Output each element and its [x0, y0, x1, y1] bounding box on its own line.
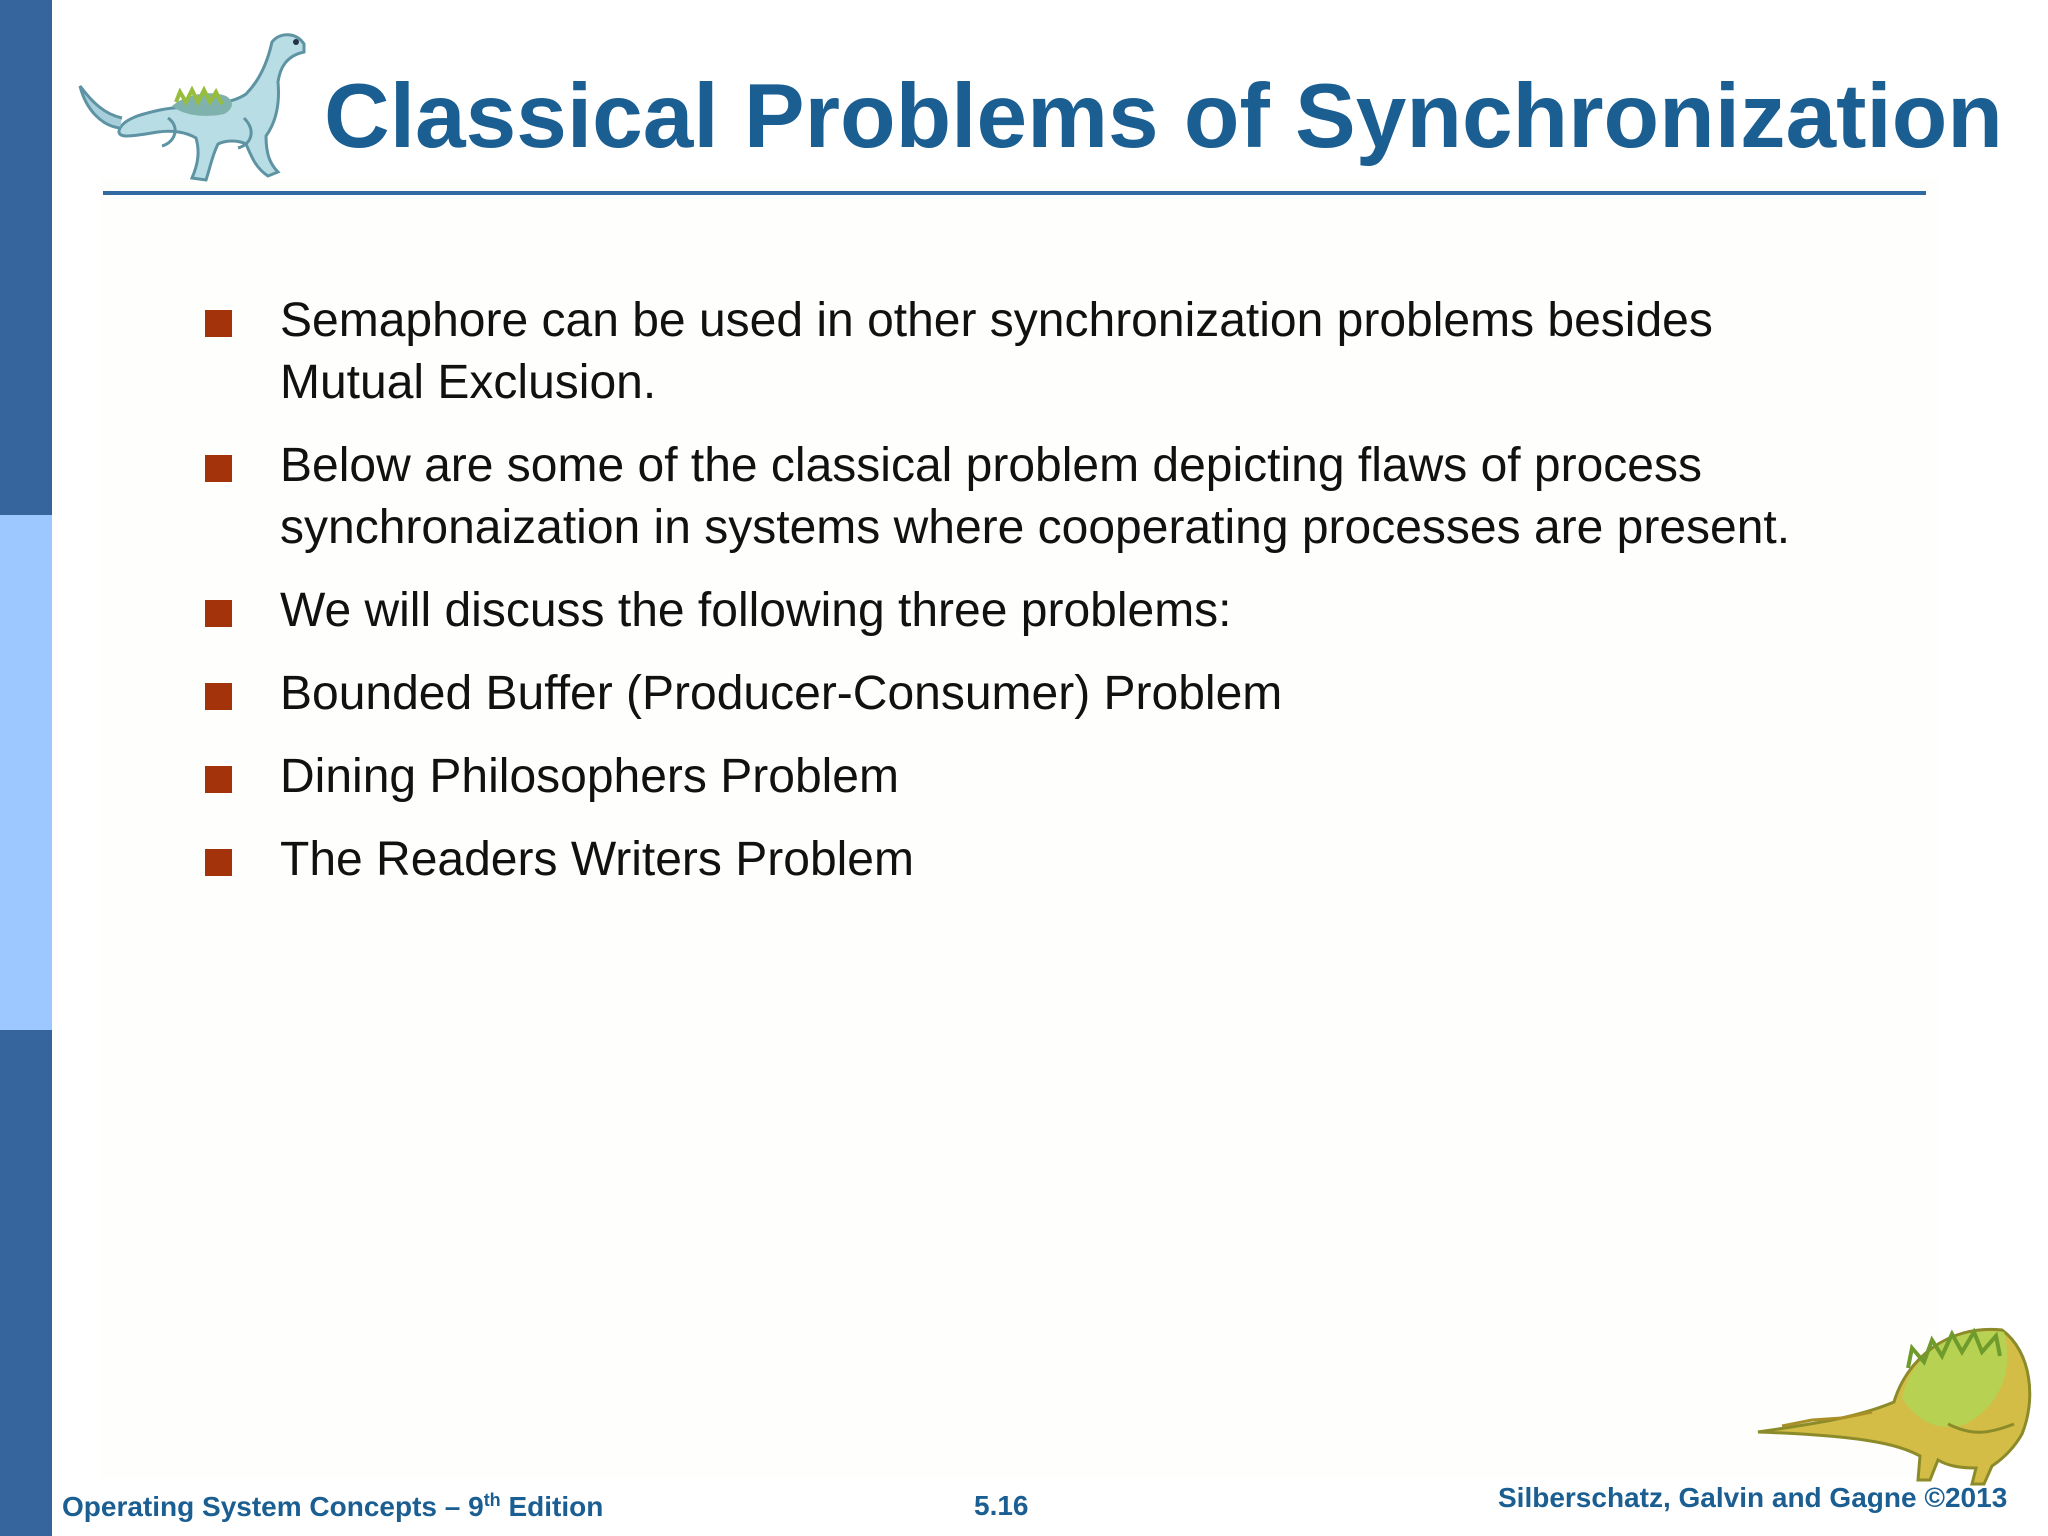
bullet-list	[200, 290, 1840, 912]
bullet-item	[200, 580, 1840, 642]
side-band-middle	[0, 515, 52, 1030]
title-divider	[103, 191, 1926, 195]
footer-edition-sup: th	[483, 1490, 501, 1510]
bullet-text: We will discuss the following three problems:	[280, 584, 1232, 637]
side-band-bottom	[0, 1030, 52, 1536]
page-title: Classical Problems of Synchronization	[324, 66, 2003, 167]
footer-book-title	[62, 1490, 603, 1523]
square-bullet-icon	[205, 849, 232, 876]
dinosaur-icon	[76, 18, 316, 188]
footer-edition-suffix: Edition	[500, 1491, 604, 1522]
bullet-item	[200, 663, 1840, 725]
bullet-text: Bounded Buffer (Producer-Consumer) Problem	[280, 667, 1283, 720]
bullet-item	[200, 746, 1840, 808]
bullet-text: The Readers Writers Problem	[280, 833, 914, 886]
bullet-text: Below are some of the classical problem depicting flaws of process synchronaization in systems where cooperating processes are present.	[280, 439, 1791, 554]
bullet-item	[200, 435, 1840, 559]
dinosaur-icon	[1752, 1308, 2042, 1494]
square-bullet-icon	[205, 683, 232, 710]
square-bullet-icon	[205, 310, 232, 337]
footer-copyright: Silberschatz, Galvin and Gagne ©2013	[1498, 1482, 2008, 1513]
square-bullet-icon	[205, 766, 232, 793]
square-bullet-icon	[205, 455, 232, 482]
side-band-top	[0, 0, 52, 515]
bullet-text: Dining Philosophers Problem	[280, 750, 899, 803]
page-number: 5.16	[974, 1490, 1029, 1521]
bullet-item	[200, 290, 1840, 414]
bullet-text: Semaphore can be used in other synchronization problems besides Mutual Exclusion.	[280, 294, 1713, 409]
footer-book-prefix: Operating System Concepts – 9	[62, 1491, 484, 1522]
square-bullet-icon	[205, 600, 232, 627]
bullet-item	[200, 829, 1840, 891]
